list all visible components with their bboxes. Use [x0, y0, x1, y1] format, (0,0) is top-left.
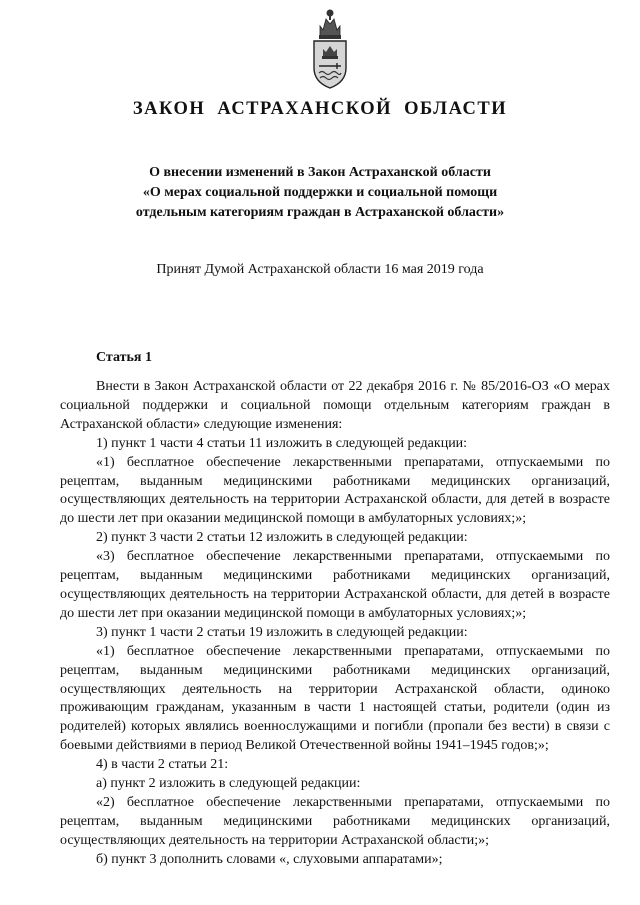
article-heading: Статья 1	[96, 350, 152, 365]
law-subtitle	[60, 163, 580, 223]
subtitle-line: О внесении изменений в Закон Астраханской области	[149, 165, 491, 180]
adoption-line: Принят Думой Астраханской области 16 мая 2019 года	[156, 262, 484, 277]
subtitle-line: отдельным категориям граждан в Астраханской области»	[135, 205, 505, 220]
subtitle-line: «О мерах социальной поддержки и социальной помощи	[142, 185, 498, 200]
paragraph: «1) бесплатное обеспечение лекарственными препаратами, отпускаемыми по рецептам, выданным медицинскими работниками медицинских организаций, осуществляющих деятельность на территории Астраханской области, одиноко проживающим гражданам, указанным в части 1 настоящей статьи, родители (один из родителей) которых являлись военнослужащими и погибли (пропали без вести) в связи с боевыми действиями в период Великой Отечественной войны 1941–1945 годов;»;	[60, 643, 610, 754]
paragraph: 1) пункт 1 части 4 статьи 11 изложить в следующей редакции:	[96, 435, 468, 451]
coat-of-arms-icon	[303, 6, 357, 92]
paragraph: «2) бесплатное обеспечение лекарственными препаратами, отпускаемыми по рецептам, выданным медицинскими работниками медицинских организаций, осуществляющих деятельность на территории Астраханской области;»;	[60, 794, 610, 848]
document-title: ЗАКОН АСТРАХАНСКОЙ ОБЛАСТИ	[132, 99, 508, 119]
paragraph: «1) бесплатное обеспечение лекарственными препаратами, отпускаемыми по рецептам, выданным медицинскими работниками медицинских организаций, осуществляющих деятельность на территории Астраханской области, для детей в возрасте до шести лет при оказании медицинской помощи в амбулаторных условиях;»;	[60, 454, 610, 527]
article-body	[60, 378, 610, 870]
paragraph: 3) пункт 1 части 2 статьи 19 изложить в следующей редакции:	[96, 624, 468, 640]
paragraph: а) пункт 2 изложить в следующей редакции:	[96, 776, 361, 792]
paragraph: «3) бесплатное обеспечение лекарственными препаратами, отпускаемыми по рецептам, выданным медицинскими работниками медицинских организаций, осуществляющих деятельность на территории Астраханской области, для детей в возрасте до шести лет при оказании медицинской помощи в амбулаторных условиях;»;	[60, 549, 610, 621]
paragraph: Внести в Закон Астраханской области от 22 декабря 2016 г. № 85/2016-ОЗ «О мерах социальной поддержки и социальной помощи отдельным категориям граждан в Астраханской области» следующие изменения:	[60, 379, 610, 432]
paragraph: 4) в части 2 статьи 21:	[96, 757, 229, 773]
paragraph: б) пункт 3 дополнить словами «, слуховыми аппаратами»;	[96, 851, 443, 867]
paragraph: 2) пункт 3 части 2 статьи 12 изложить в следующей редакции:	[96, 530, 468, 546]
